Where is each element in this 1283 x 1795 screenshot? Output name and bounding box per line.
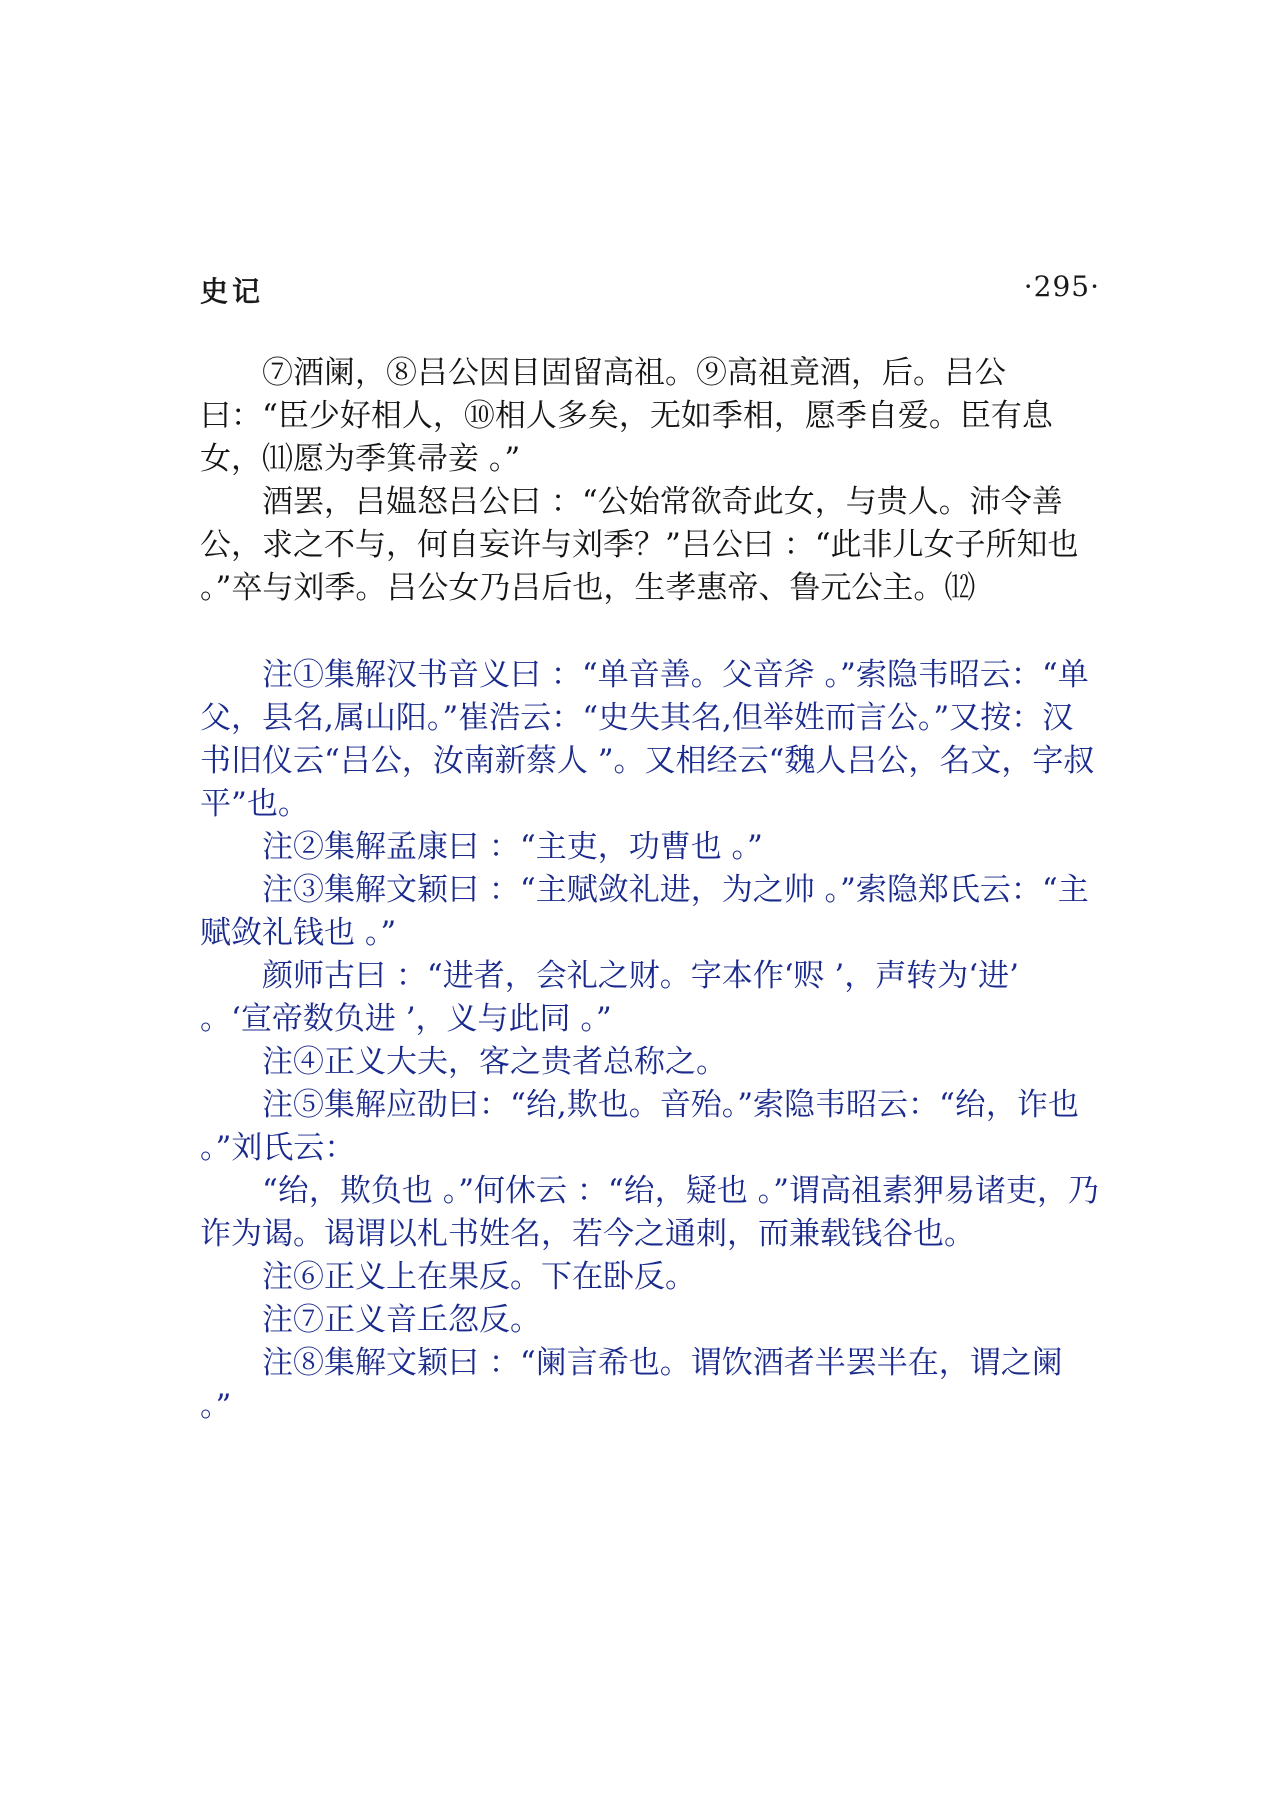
body-text bbox=[200, 352, 1100, 1428]
note-2: 注②集解孟康曰 ：“主吏，功曹也 。” bbox=[262, 829, 763, 865]
note-5-continuation: “绐，欺负也 。”何休云 ：“绐，疑也 。”谓高祖素狎易诸吏，乃诈为谒。谒谓以札书姓名，若今之通刺，而兼载钱谷也。 bbox=[200, 1173, 1099, 1252]
note-1: 注①集解汉书音义曰 ：“单音善。父音斧 。”索隐韦昭云：“单父，县名,属山阳。”崔浩云：“史失其名,但举姓而言公。”又按：汉书旧仪云“吕公，汝南新蔡人 ”。又相经云“魏人吕公，名文，字叔平”也。 bbox=[200, 657, 1095, 822]
page-number: ·295· bbox=[1023, 270, 1100, 303]
note-6: 注⑥正义上在果反。下在卧反。 bbox=[262, 1259, 696, 1295]
note-3: 注③集解文颖曰 ：“主赋敛礼进，为之帅 。”索隐郑氏云：“主赋敛礼钱也 。” bbox=[200, 872, 1089, 951]
note-4: 注④正义大夫，客之贵者总称之。 bbox=[262, 1044, 727, 1080]
section-gap bbox=[200, 610, 1100, 654]
main-paragraph-2: 酒罢，吕媪怒吕公曰 ：“公始常欲奇此女，与贵人。沛令善公，求之不与，何自妄许与刘季？”吕公曰 ：“此非儿女子所知也 。”卒与刘季。吕公女乃吕后也，生孝惠帝、鲁元公主。⑿ bbox=[200, 484, 1079, 606]
note-8: 注⑧集解文颖曰 ：“阑言希也。谓饮酒者半罢半在，谓之阑 。” bbox=[200, 1345, 1063, 1424]
running-head: 史记 bbox=[200, 275, 265, 308]
note-5: 注⑤集解应劭曰：“绐,欺也。音殆。”索隐韦昭云：“绐，诈也 。”刘氏云： bbox=[200, 1087, 1079, 1166]
note-3-continuation: 颜师古曰 ：“进者，会礼之财。字本作‘赆 ’，声转为‘进’ 。‘宣帝数负进 ’，义与此同 。” bbox=[200, 958, 1019, 1037]
main-paragraph-1: ⑦酒阑，⑧吕公因目固留高祖。⑨高祖竟酒，后。吕公曰：“臣少好相人，⑩相人多矣，无如季相，愿季自爱。臣有息女，⑾愿为季箕帚妾 。” bbox=[200, 355, 1053, 477]
note-7: 注⑦正义音丘忽反。 bbox=[262, 1302, 541, 1338]
